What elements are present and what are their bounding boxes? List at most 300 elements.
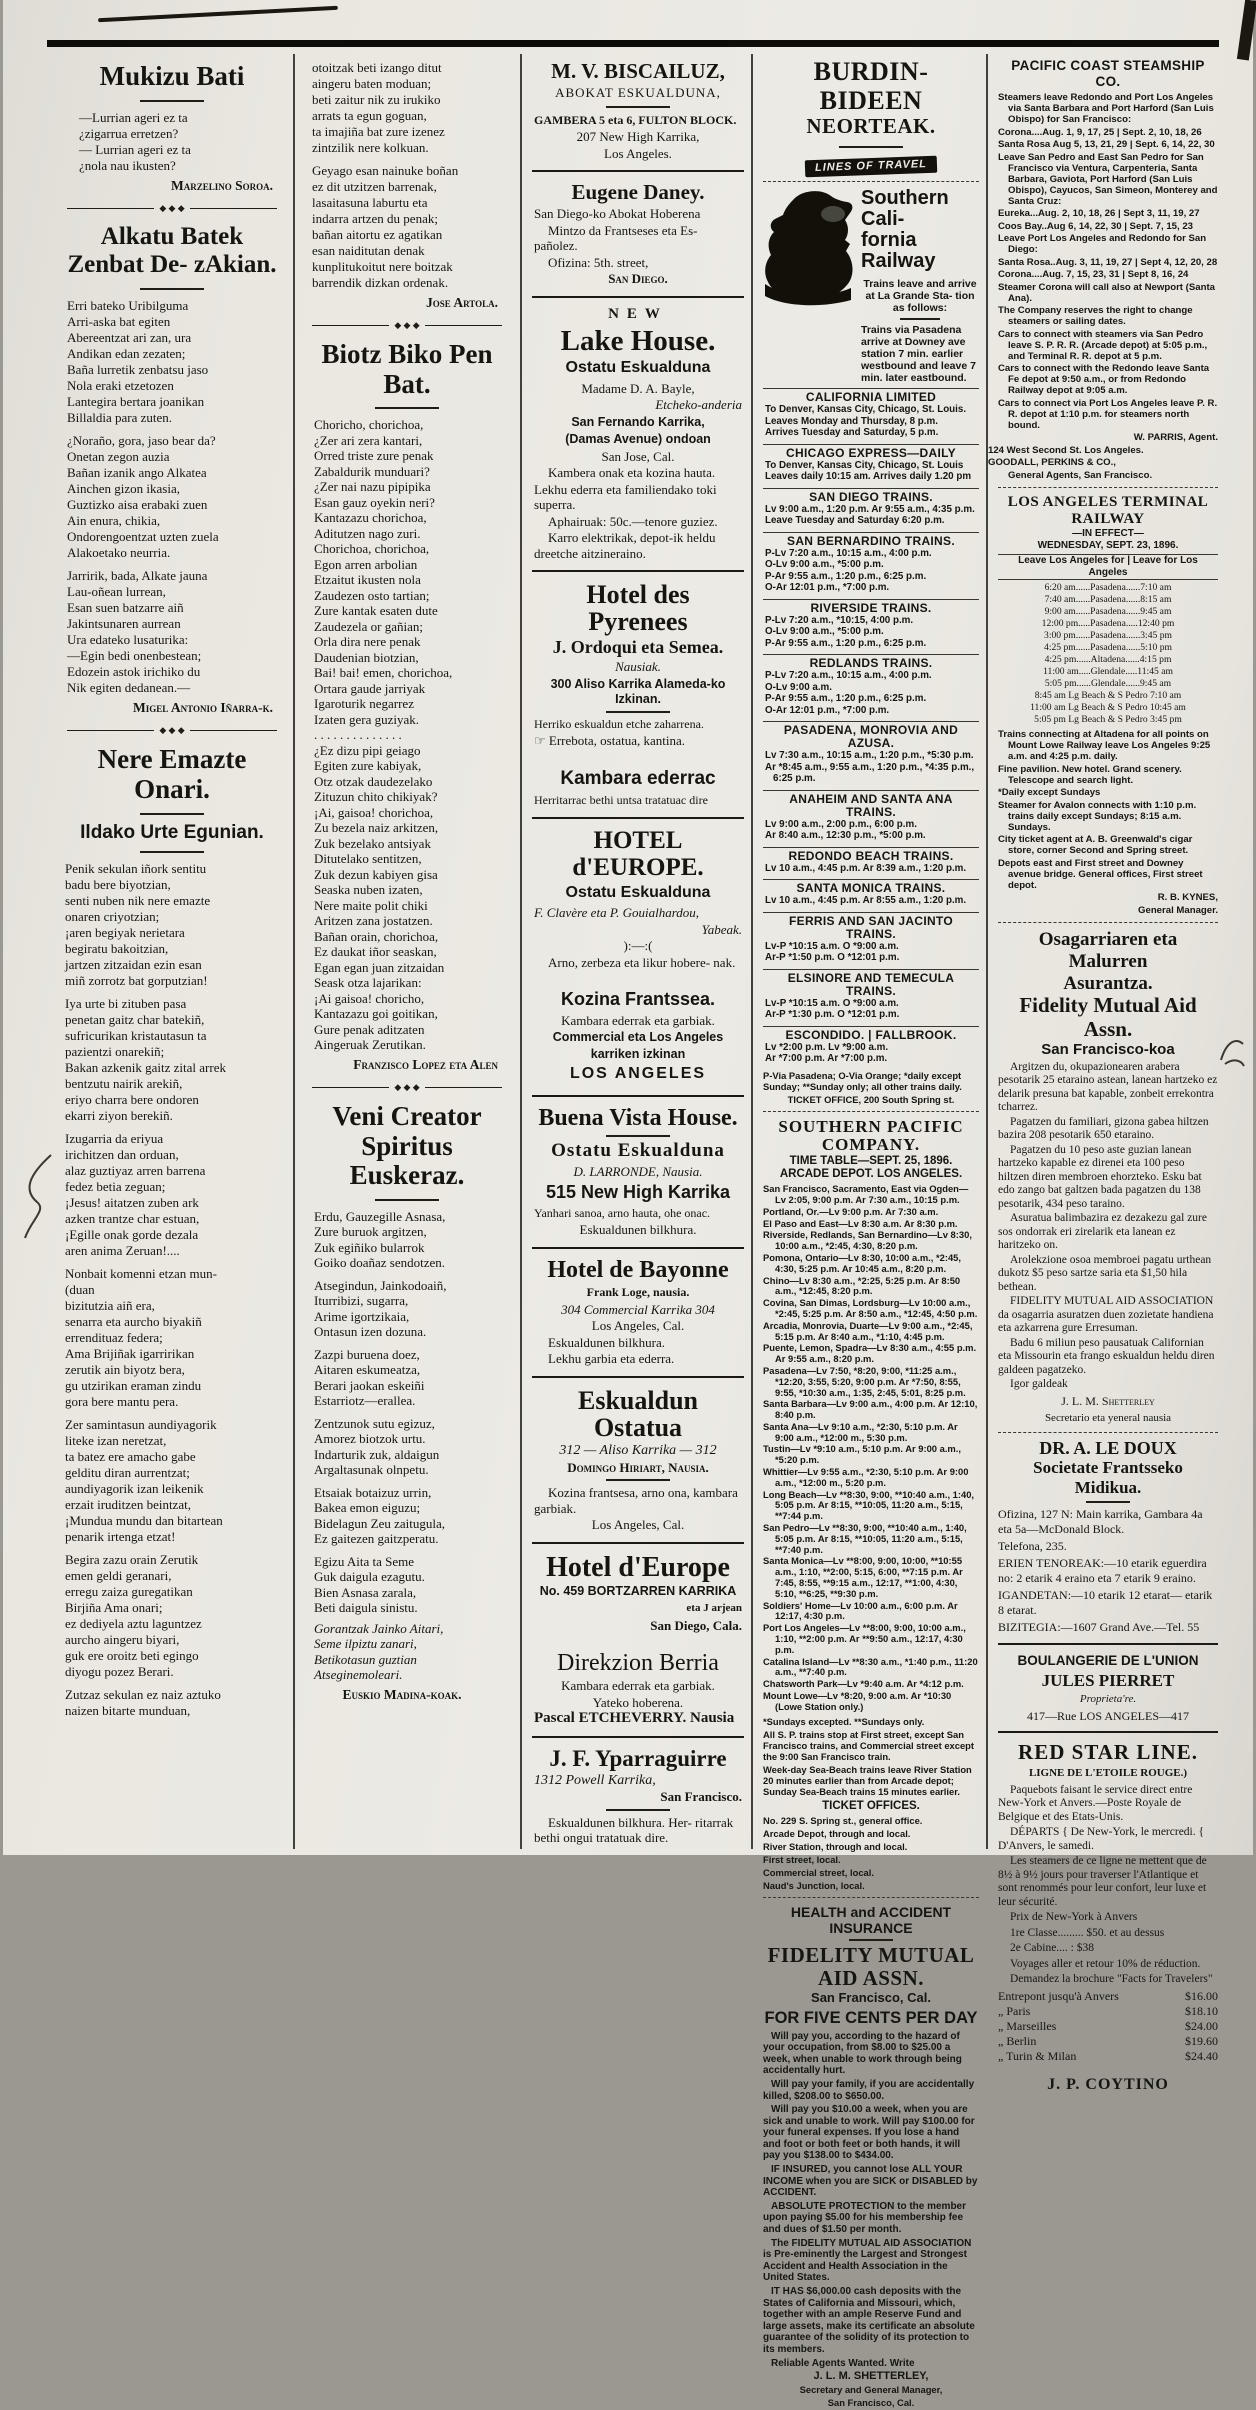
ledoux-detail-line: BIZITEGIA:—1607 Grand Ave.—Tel. 55 xyxy=(998,1620,1200,1635)
poem-line: Ez gaitezen gaitzperatu. xyxy=(314,1531,439,1547)
timetable-line: To Denver, Kansas City, Chicago, St. Louis xyxy=(765,459,964,471)
redstar-price-row xyxy=(998,2049,1218,2064)
terminal-note: City ticket agent at A. B. Greenwald's cigar store, corner Second and Spring street. xyxy=(998,834,1193,857)
insurance-header: HEALTH and ACCIDENT INSURANCE xyxy=(790,1903,952,1936)
ad-text: Herriko eskualdun etche zaharrena. xyxy=(534,716,704,731)
ad-text: Yateko hoberena. xyxy=(592,1694,684,1710)
redstar-paragraph: Voyages aller et retour 10% de réduction. xyxy=(1010,1957,1201,1970)
poem-line: Zure buruok argitzen, xyxy=(314,1224,427,1240)
ad-address: Commercial eta Los Angeles xyxy=(552,1030,724,1045)
poem-line: ¿Ez dizu pipi geiago xyxy=(314,742,421,758)
divider xyxy=(606,106,670,108)
terminal-row: 6:20 am......Pasadena......7:10 am xyxy=(1044,582,1172,594)
poem-line: sufricurikan kristautasun ta xyxy=(65,1028,207,1044)
ad-title: Buena Vista House. xyxy=(538,1104,738,1131)
insurance-paragraph: ABSOLUTE PROTECTION to the member upon paying $5.00 for his membership fee and dues of $1.50 per month. xyxy=(763,2200,967,2236)
timetable-section-heading: REDONDO BEACH TRAINS. xyxy=(788,848,954,863)
insurance-signature: J. L. M. SHETTERLEY, xyxy=(813,2370,929,2383)
poem-line: Ez daukat iñor seaskan, xyxy=(314,944,437,960)
ad-address: Los Angeles. xyxy=(604,145,672,161)
poem-line: Aritzen zana jostatzen. xyxy=(314,913,433,929)
ad-kambara-ederrac xyxy=(532,758,744,817)
poem-line: ¡Ai, gaisoa! chorichoa, xyxy=(314,804,434,820)
timetable-line: Ar-P *1:50 p.m. O *12:01 p.m. xyxy=(765,952,900,964)
terminal-row: 8:45 am Lg Beach & S Pedro 7:10 am xyxy=(1034,690,1182,702)
ledoux-detail-line: Telefona, 235. xyxy=(998,1539,1067,1554)
poem-line: Lau-oñean lurrean, xyxy=(67,584,166,600)
ad-title: Kambara ederrac xyxy=(560,767,716,789)
ad-title: Lake House. xyxy=(560,324,716,357)
poem-line xyxy=(312,156,508,163)
poem-line: barrendik dizkan ordenak. xyxy=(312,275,449,290)
ad-text: Eskualdunen bilkhura. xyxy=(548,1334,665,1350)
terminal-signature: R. B. KYNES, xyxy=(1157,892,1218,904)
timetable-section xyxy=(763,444,979,483)
timetable-line: Lv 10 a.m., 4:45 p.m. Ar 8:39 a.m., 1:20 p.m. xyxy=(765,862,967,874)
poem-line: Nere maite polit chiki xyxy=(314,897,428,913)
steamship-general-agents-city: General Agents, San Francisco. xyxy=(1008,469,1153,481)
steamship-general-agents: GOODALL, PERKINS & CO., xyxy=(988,457,1116,469)
ad-eskualdun-ostatua xyxy=(532,1376,744,1542)
column-2 xyxy=(306,60,508,1705)
poem-line: Lantegira bertara joanikan xyxy=(67,394,205,410)
signature-soroa: Marzelino Soroa. xyxy=(170,177,273,193)
sp-timetable-entry: Puente, Lemon, Spadra—Lv 8:30 a.m., 4:55 p.m. Ar 9:55 a.m., 8:20 p.m. xyxy=(763,1342,977,1365)
poem-line xyxy=(65,989,283,996)
ledoux-detail-line: ERIEN TENOREAK:—10 etarik eguerdira no: 2 etarik 4 eraino eta 7 etarik 9 eraino. xyxy=(998,1556,1207,1586)
ad-address: San Fernando Karrika, xyxy=(571,414,705,429)
poem-line: Kantazazu chorichoa, xyxy=(314,510,427,526)
poem-line: Choricho, chorichoa, xyxy=(314,417,424,433)
column-1 xyxy=(61,60,283,1719)
poem-line: Zentzunok sutu egizuz, xyxy=(314,1415,435,1431)
poem-line: ¡Mundua mundu dan bitartean xyxy=(65,1513,223,1529)
poem-line: Etzaitut ikusten nola xyxy=(314,572,421,588)
margin-pen-mark xyxy=(21,1150,55,1270)
ad-owner-role: Nausiak. xyxy=(615,659,661,675)
redstar-paragraph: DÉPARTS { De New-York, le mercredi. { D'Anvers, le samedi. xyxy=(998,1826,1205,1852)
insurance-city: San Francisco, Cal. xyxy=(811,1989,931,2005)
ad-biscailuz xyxy=(532,60,744,170)
ad-text: Yanhari sanoa, arno hauta, ohe onac. xyxy=(534,1205,711,1220)
poem-line: Iya urte bi zituben pasa xyxy=(65,996,187,1012)
timetable-section xyxy=(763,721,979,785)
poem-line: gelditu diran aurrentzat; xyxy=(65,1465,190,1481)
poem-line: Jakintsunaren aurrean xyxy=(67,616,181,632)
timetable-section xyxy=(763,654,979,716)
poem-nere-emazte xyxy=(61,861,283,1719)
steamship-line: Leave San Pedro and East San Pedro for San Francisco via Ventura, Carpenteria, Santa Barbara, Gaviota, Port Harford (San Luis Obispo), Cayucos, San Simeon, Monterey and Santa Cruz: xyxy=(998,151,1218,207)
timetable-section xyxy=(763,1026,979,1065)
poem-biotz-biko xyxy=(306,417,508,1053)
column-5 xyxy=(988,58,1218,2096)
ad-title: Eskualdun Ostatua xyxy=(578,1385,698,1442)
timetable-line: Lv 10 a.m., 4:45 p.m. Ar 8:55 a.m., 1:20 p.m. xyxy=(765,895,967,907)
ad-boulangerie xyxy=(998,1643,1218,1733)
poem-line: Nonbait komenni etzan mun- xyxy=(65,1266,217,1282)
timetable-line: Lv-P *10:15 a.m. O *9:00 a.m. xyxy=(765,940,899,952)
ad-text: Ofizina: 5th. street, xyxy=(548,254,649,270)
railway-name: fornia Railway xyxy=(861,229,936,273)
ad-address: 207 New High Karrika, xyxy=(576,129,700,145)
boulangerie-address: 417—Rue LOS ANGELES—417 xyxy=(1027,1708,1189,1723)
poem-line: esan naiditutan denak xyxy=(312,243,425,258)
fidelity-signature: J. L. M. Shetterley xyxy=(1061,1393,1155,1408)
poem-line: Erri bateko Uribilguma xyxy=(67,298,189,314)
insurance-paragraph: Will pay you, according to the hazard of your occupation, from $8.00 to $25.00 a week, when unable to work through being accidentally hurt. xyxy=(763,2030,962,2077)
poem-line: ¿Zer nai nazu pipipika xyxy=(314,479,431,495)
wavy-rule xyxy=(998,487,1218,488)
sp-footnote: Week-day Sea-Beach trains leave River Station 20 minutes earlier than from Arcade depot; Sunday Sea-Beach trains 15 minutes earlier. xyxy=(763,1763,972,1797)
ad-owners-role: Yabeak. xyxy=(701,921,742,937)
ad-ornament: ):—:( xyxy=(623,938,653,954)
poem-line: miñ zorrotz bat gorputzian! xyxy=(65,973,208,989)
timetable-line: Lv-P *10:15 a.m. O *9:00 a.m. xyxy=(765,997,899,1009)
steamship-line: Cars to connect via Port Los Angeles leave P. R. R. depot at 1:10 p.m. for steamers north bound. xyxy=(998,397,1218,431)
ad-owner: Frank Loge, nausia. xyxy=(586,1285,690,1300)
poem-line: indarra artzen du penak; xyxy=(312,211,438,226)
poem-line: Zure kantak esaten dute xyxy=(314,603,438,619)
sp-timetable-entry: San Francisco, Sacramento, East via Ogden—Lv 2:05, 9:00 p.m. Ar 7:30 a.m., 10:15 p.m. xyxy=(763,1183,969,1205)
poem-line: Alakoetako neurria. xyxy=(67,545,171,561)
poem-line: Egan egan juan zitzaidan xyxy=(314,959,445,975)
ledoux-details xyxy=(998,1507,1218,1635)
poem-line: Ortara gaude jarriyak xyxy=(314,680,426,696)
poem-mukizu-bati xyxy=(61,110,283,174)
poem-line: Jarririk, bada, Alkate jauna xyxy=(67,568,208,584)
ledoux-detail-line: IGANDETAN:—10 etarik 12 etarat— etarik 8 etarat. xyxy=(998,1588,1213,1618)
poem-line: zintzilik nere kolkuan. xyxy=(312,140,429,155)
ad-text: Kambera onak eta kozina hauta. xyxy=(548,465,716,481)
newspaper-page xyxy=(3,0,1253,2409)
sp-timetable-entry: Covina, San Dimas, Lordsburg—Lv 10:00 a.m., *2:45, 5:25 p.m. Ar 8:50 a.m., *12:45, 4:50 p.m. xyxy=(763,1297,978,1319)
insurance-company: FIDELITY MUTUAL AID ASSN. xyxy=(767,1942,975,1990)
divider xyxy=(140,288,204,290)
terminal-note: Trains connecting at Altadena for all points on Mount Lowe Railway leave Los Angeles 9:25 a.m. and 4:25 p.m. daily. xyxy=(998,729,1211,763)
article-title-veni-creator: Veni Creator Spiritus Euskeraz. xyxy=(332,1100,482,1191)
ticket-office-item: No. 229 S. Spring st., general office. xyxy=(763,1814,923,1826)
timetable-section-heading: ANAHEIM AND SANTA ANA TRAINS. xyxy=(789,791,953,819)
poem-line: Betikotasun guztian xyxy=(314,1651,417,1667)
poem-line: ¿Zer ari zera kantari, xyxy=(314,432,423,448)
ornamental-divider: ◆ ◆ ◆ xyxy=(67,725,277,736)
ledoux-detail-line: Ofizina, 127 N: Main karrika, Gambara 4a eta 5a—McDonald Block. xyxy=(998,1507,1203,1537)
divider xyxy=(900,318,940,320)
section-title-neorteak: NEORTEAK. xyxy=(806,114,936,139)
timetable-section-heading: CALIFORNIA LIMITED xyxy=(805,390,937,405)
timetable-section xyxy=(763,599,979,650)
poem-line: senarra eta aurcho biyakiñ xyxy=(65,1314,202,1330)
timetable-section-heading: ELSINORE AND TEMECULA TRAINS. xyxy=(787,970,955,998)
sp-footnote: All S. P. trains stop at First street, except San Francisco trains, and Commercial street except the 9:00 San Francisco train. xyxy=(763,1728,975,1762)
ad-hotel-des-pyrenees xyxy=(532,570,744,758)
redstar-price-row xyxy=(998,2034,1218,2049)
timetable-line: To Denver, Kansas City, Chicago, St. Louis. xyxy=(765,404,967,416)
poem-line: Etsaiak botaizuz urrin, xyxy=(314,1484,432,1500)
article-subtitle-ildako: Ildako Urte Egunian. xyxy=(80,821,264,843)
poem-line: Goiko doañaz sendotzen. xyxy=(314,1255,446,1271)
timetable-section xyxy=(763,912,979,964)
article-title-mukizu-bati: Mukizu Bati xyxy=(99,61,245,91)
poem-line: Nik egiten dedanean.— xyxy=(67,680,191,696)
poem-line: ¡Jesus! aitatzen zuben ark xyxy=(65,1195,199,1211)
poem-line: aurcho aingeru biyari, xyxy=(65,1632,180,1648)
steamship-agent-address: 124 West Second St. Los Angeles. xyxy=(988,444,1144,456)
poem-line: Billaldia para zuten. xyxy=(67,410,173,426)
poem-line: Esan gauz oyekin neri? xyxy=(314,494,435,510)
fidelity-paragraph: Igor galdeak xyxy=(1010,1378,1068,1391)
timetable-line: Ar *8:45 a.m., 9:55 a.m., 1:20 p.m., *4:35 p.m., 6:25 p.m. xyxy=(765,761,975,785)
poem-line: Igaroturik negarrez xyxy=(314,696,414,712)
redstar-price-amount: $19.60 xyxy=(1185,2033,1218,2048)
poem-line: ¿Noraño, gora, jaso bear da? xyxy=(67,433,216,449)
poem-line: Zuk dezun kabiyen gisa xyxy=(314,866,438,882)
sp-timetable-entry: San Pedro—Lv **8:30, 9:00, **10:40 a.m., 1:40, 5:05 p.m. Ar 8:15, **10:05, 11:20 a.m., 5:15, **7:40 p.m. xyxy=(763,1522,967,1555)
poem-line: — Lurrian ageri ez ta xyxy=(79,141,191,157)
poem-line: ¡Egille onak gorde dezala xyxy=(65,1227,199,1243)
timetable-section-heading: SAN BERNARDINO TRAINS. xyxy=(787,533,955,548)
article-title-nere-emazte: Nere Emazte Onari. xyxy=(97,744,247,804)
poem-line: ¡aren begiyak nerietara xyxy=(65,925,185,941)
steamship-line: Steamers leave Redondo and Port Los Angeles via Santa Barbara and Port Harford (San Luis Obispo) for San Francisco: xyxy=(998,92,1214,126)
timetable-line: Ar 8:40 a.m., 12:30 p.m., *5:00 p.m. xyxy=(765,830,926,842)
timetable-section xyxy=(763,532,979,594)
ad-address: 515 New High Karrika xyxy=(545,1182,731,1203)
timetable-line: Lv 9:00 a.m., 1:20 p.m. Ar 9:55 a.m., 4:35 p.m. xyxy=(765,503,975,515)
poem-line: Ain enura, chikia, xyxy=(67,513,161,529)
poem-line xyxy=(314,1271,508,1278)
divider xyxy=(849,1939,893,1941)
redstar-paragraph: 2e Cabine.... : $38 xyxy=(1010,1942,1094,1955)
poem-line xyxy=(65,1410,283,1417)
timetable-section-heading: RIVERSIDE TRAINS. xyxy=(810,600,932,615)
ad-tag-new: NEW xyxy=(608,305,668,322)
insurance-slogan: FOR FIVE CENTS PER DAY xyxy=(764,2008,978,2027)
poem-line: . . . . . . . . . . . . . . xyxy=(314,727,402,743)
ad-city: San Diego, Cala. xyxy=(650,1617,742,1633)
poem-line: Estarriotz—erallea. xyxy=(314,1393,416,1409)
timetable-line: O-Lv 9:00 a.m., *5:00 p.m. xyxy=(765,559,884,571)
poem-line: Zaudezen osto tartian; xyxy=(314,587,430,603)
poem-line: Atsegindun, Jainkodoaiñ, xyxy=(314,1277,447,1293)
ad-city: Los Angeles, Cal. xyxy=(591,1318,685,1334)
poem-line: ez dit utzitzen barrenak, xyxy=(312,179,437,194)
sp-depot: ARCADE DEPOT. LOS ANGELES. xyxy=(779,1168,963,1181)
poem-line: alaz guztiyaz arren barrena xyxy=(65,1163,206,1179)
ornamental-divider: ◆ ◆ ◆ xyxy=(312,1082,502,1093)
poem-line: Argaltasunak olnpetu. xyxy=(314,1462,429,1478)
timetable-section xyxy=(763,488,979,527)
timetable-line: Leaves Monday and Thursday, 8 p.m. xyxy=(765,415,938,427)
poem-line: jartzen zitzaidan ezin esan xyxy=(65,957,202,973)
timetable-section-heading: SAN DIEGO TRAINS. xyxy=(809,489,933,504)
poem-line: Zutzaz sekulan ez naiz aztuko xyxy=(65,1687,221,1703)
divider xyxy=(140,813,204,815)
poem-line: Zu bezela naiz arkitzen, xyxy=(314,820,439,836)
poem-line: Begira zazu orain Zerutik xyxy=(65,1552,199,1568)
ad-text: Eskualdunen bilkhura. Her- ritarrak bethi ongui tratatuak dire. xyxy=(534,1814,734,1846)
poem-line: Zituzun chito chikiyak? xyxy=(314,789,438,805)
poem-line: diyogu pozez Berari. xyxy=(65,1664,174,1680)
redstar-paragraph: Les steamers de ce ligne ne mettent que de 8½ à 9½ jours pour traverser l'Atlantique et sont renommés pour leur confort, leur luxe et leur sécurité. xyxy=(998,1855,1207,1908)
railway-emblem-block xyxy=(763,188,979,384)
ledoux-subtitle: Societate Frantsseko Midikua. xyxy=(1033,1458,1183,1497)
poem-line: bañan aitortu ez agatikan xyxy=(312,227,443,242)
redstar-price-row xyxy=(998,1989,1218,2004)
divider xyxy=(140,851,204,853)
terminal-signature-role: General Manager. xyxy=(1138,904,1218,916)
sp-timetable-entry: Arcadia, Monrovia, Duarte—Lv 9:00 a.m., *2:45, 5:15 p.m. Ar 8:40 a.m., *1:10, 4:45 p.m. xyxy=(763,1319,973,1342)
wavy-rule xyxy=(998,922,1218,923)
poem-line: Amorez biotzok urtu. xyxy=(314,1431,426,1447)
ticket-offices-list xyxy=(763,1815,979,1891)
redstar-price-amount: $24.40 xyxy=(1185,2048,1218,2063)
poem-line: guk ere oroitz beti egingo xyxy=(65,1648,199,1664)
steamship-line: Eureka...Aug. 2, 10, 18, 26 | Sept 3, 11, 19, 27 xyxy=(998,208,1200,220)
boulangerie-title: BOULANGERIE DE L'UNION xyxy=(1017,1653,1199,1669)
timetable-section-heading: PASADENA, MONROVIA AND AZUSA. xyxy=(783,723,959,751)
sp-timetable-entry: Chino—Lv 8:30 a.m., *2:25, 5:25 p.m. Ar 8:50 a.m., *12:45, 8:20 p.m. xyxy=(763,1274,961,1297)
fidelity-basque-paragraphs xyxy=(998,1061,1218,1392)
timetable-section xyxy=(763,790,979,842)
poem-line: (duan xyxy=(65,1282,95,1298)
coytino-name: J. P. COYTINO xyxy=(1047,2075,1169,2093)
poem-line: Ainchen gizon ikasia, xyxy=(67,481,180,497)
terminal-row: 11:00 am Lg Beach & S Pedro 10:45 am xyxy=(1030,702,1186,714)
poem-line: aundiyagorik izan leikenik xyxy=(65,1481,204,1497)
poem-line: Zuk bezelako antsiyak xyxy=(314,835,431,851)
ad-subtitle: Ostatu Eskualduna xyxy=(565,883,711,901)
redstar-paragraphs xyxy=(998,1784,1218,1987)
redstar-price-label: „ Marseilles xyxy=(998,2018,1057,2033)
ad-text: Mintzo da Frantseses eta Es- pañolez. xyxy=(534,222,698,254)
poem-line: Kantazazu goi goitikan, xyxy=(314,1006,438,1022)
ad-role: ABOKAT ESKUALDUNA, xyxy=(555,85,721,101)
scan-artifact xyxy=(1237,0,1256,61)
ad-city: LOS ANGELES xyxy=(569,1065,707,1083)
poem-line xyxy=(65,1545,283,1552)
fidelity-city: San Francisco-koa xyxy=(1041,1040,1175,1058)
ad-direkzion-berria xyxy=(532,1642,744,1736)
railway-intro: Trains via Pasadena arrive at Downey ave station 7 min. earlier westbound and leave 7 min. later eastbound. xyxy=(861,324,976,385)
ad-city: San Diego. xyxy=(608,271,668,287)
redstar-price-label: „ Berlin xyxy=(998,2033,1037,2048)
poem-line: Arri-aska bat egiten xyxy=(67,314,171,330)
poem-line xyxy=(314,1340,508,1347)
terminal-effect-date: WEDNESDAY, SEPT. 23, 1896. xyxy=(1037,540,1179,552)
sp-timetable-entry: Chatsworth Park—Lv *9:40 a.m. Ar *4:12 p.m. xyxy=(763,1678,964,1690)
poem-line: Geyago esan nainuke boñan xyxy=(312,163,459,178)
poem-line: bizitutzia aiñ era, xyxy=(65,1298,155,1314)
column-3 xyxy=(532,58,744,1855)
timetable-section-heading: CHICAGO EXPRESS—DAILY xyxy=(786,445,956,460)
poem-line: gora bere mantu pera. xyxy=(65,1394,179,1410)
redstar-price-label: „ Paris xyxy=(998,2003,1031,2018)
redstar-price-amount: $18.10 xyxy=(1185,2003,1218,2018)
ad-text-manicule-line xyxy=(534,733,742,749)
poem-line: ekarri ziyon berekiñ. xyxy=(65,1108,173,1124)
ad-title: Direkzion Berria xyxy=(557,1650,719,1677)
ad-title: HOTEL d'EUROPE. xyxy=(572,827,704,881)
poem-line: Ama Brijiñak igarririkan xyxy=(65,1346,195,1362)
fidelity-paragraph: Pagatzen du 10 peso aste guzian lanean hartzeko kapable ez direnei eta 100 peso hiltzen diren membroen ehorzteko. Esku bat edo zango bat galtzen bada pagatzen du 138 pesotarik, 434 peso taraino. xyxy=(998,1143,1202,1210)
column-rule xyxy=(520,54,522,1849)
poem-line: Bakea emon eiguzu; xyxy=(314,1500,421,1516)
poem-line: azken trantze char estuan, xyxy=(65,1211,200,1227)
article-title-biotz-biko: Biotz Biko Pen Bat. xyxy=(321,339,493,399)
fidelity-paragraph: Argitzen du, okupazionearen arabera pesotarik 25 etaraino astean, lanean hartzeko ez delarik presuna bat kapable, zonbeit errekontra tcharrez. xyxy=(998,1060,1218,1114)
poem-line: Bidelagun Zeu zaitugula, xyxy=(314,1515,446,1531)
poem-line: Ditutelako sentitzen, xyxy=(314,851,422,867)
timetable-section xyxy=(763,969,979,1021)
ticket-office-item: Commercial street, local. xyxy=(763,1866,874,1878)
poem-line: Orla dira nere penak xyxy=(314,634,421,650)
poem-line: penetan gaitz char batekiñ, xyxy=(65,1012,205,1028)
poem-line: ta batez ere amacho gabe xyxy=(65,1449,196,1465)
ticket-offices-title: TICKET OFFICES. xyxy=(822,1799,920,1812)
timetable-line: Leaves daily 10:15 am. Arrives daily 1.20 pm xyxy=(765,471,972,483)
sp-timetable-date: TIME TABLE—SEPT. 25, 1896. xyxy=(789,1155,953,1168)
timetable-line: Lv 9:00 a.m., 2:00 p.m., 6:00 p.m. xyxy=(765,818,917,830)
terminal-row: 12:00 pm.....Pasadena.....12:40 pm xyxy=(1041,618,1175,630)
poem-line: Otz otzak daudezelako xyxy=(314,773,433,789)
insurance-paragraph: Will pay your family, if you are accidentally killed, $208.00 to $650.00. xyxy=(763,2078,975,2102)
poem-line: Bakan azkenik gaitz zital arrek xyxy=(65,1060,226,1076)
signature-artola: Jose Artola. xyxy=(425,295,498,310)
redstar-price-row xyxy=(998,2019,1218,2034)
article-title-alkatu: Alkatu Batek Zenbat De- zAkian. xyxy=(67,222,277,279)
terminal-row: 7:40 am......Pasadena......8:15 am xyxy=(1044,594,1172,606)
redstar-price-label: „ Turin & Milan xyxy=(998,2048,1077,2063)
poem-line: gu utzirikan eraman zindu xyxy=(65,1378,202,1394)
poem-line: Aditutzen nago zuri. xyxy=(314,525,421,541)
fidelity-paragraph: Asuratua balimbazira ez dezakezu gal zure sos ondorrak eri zirelarik eta lanean ez haritzeko on. xyxy=(998,1212,1207,1252)
poem-line: senti nuben nik nere emazte xyxy=(65,893,211,909)
timetable-section-heading: FERRIS AND SAN JACINTO TRAINS. xyxy=(789,913,953,941)
poem-line: Zabaldurik munduari? xyxy=(314,463,430,479)
manicule-icon: ☞ xyxy=(534,733,546,749)
poem-line xyxy=(67,561,283,568)
ad-buena-vista-house xyxy=(532,1095,744,1247)
ad-owner: Pascal ETCHEVERRY. Nausia xyxy=(534,1710,735,1727)
poem-line: arrats ta egun goguan, xyxy=(312,108,427,123)
ad-title: Hotel d'Europe xyxy=(546,1551,730,1583)
poem-line: erzait iruditzen beintzat, xyxy=(65,1497,191,1513)
poem-line: emen geldi geranari, xyxy=(65,1568,172,1584)
steamship-line: Leave Port Los Angeles and Redondo for San Diego: xyxy=(998,233,1207,256)
timetable-section-heading: REDLANDS TRAINS. xyxy=(809,656,933,671)
column-4 xyxy=(763,58,979,2410)
timetable-line: Ar *7:00 p.m. Ar *7:00 p.m. xyxy=(765,1053,888,1065)
fidelity-basque-title2: Asurantza. xyxy=(1063,972,1153,994)
ticket-office-item: Naud's Junction, local. xyxy=(763,1879,865,1891)
redstar-paragraph: Prix de New-York à Anvers xyxy=(1010,1911,1138,1924)
insurance-paragraphs xyxy=(763,2031,979,2370)
poem-line: Zazpi buruena doez, xyxy=(314,1346,420,1362)
redstar-price-label: Entrepont jusqu'à Anvers xyxy=(998,1988,1119,2003)
terminal-in-effect: —IN EFFECT— xyxy=(1072,528,1144,540)
steamship-title: PACIFIC COAST STEAMSHIP CO. xyxy=(1011,58,1205,90)
ad-owners: F. Clavère eta P. Gouialhardou, xyxy=(534,905,700,921)
fidelity-paragraph: Arolekzione osoa membroei pagatu urthean dukotz $5 peso sartze saria eta $1,50 hila bethean. xyxy=(998,1253,1212,1293)
ad-title: Hotel de Bayonne xyxy=(547,1256,729,1283)
sp-timetable-entry: Mount Lowe—Lv *8:20, 9:00 a.m. Ar *10:30 (Lowe Station only.) xyxy=(763,1690,952,1712)
poem-line xyxy=(314,1409,508,1416)
poem-veni-creator xyxy=(306,1209,508,1616)
ad-title: Eugene Daney. xyxy=(571,180,705,205)
poem-line xyxy=(314,1478,508,1485)
poem-line: Atseginemoleari. xyxy=(314,1667,403,1683)
